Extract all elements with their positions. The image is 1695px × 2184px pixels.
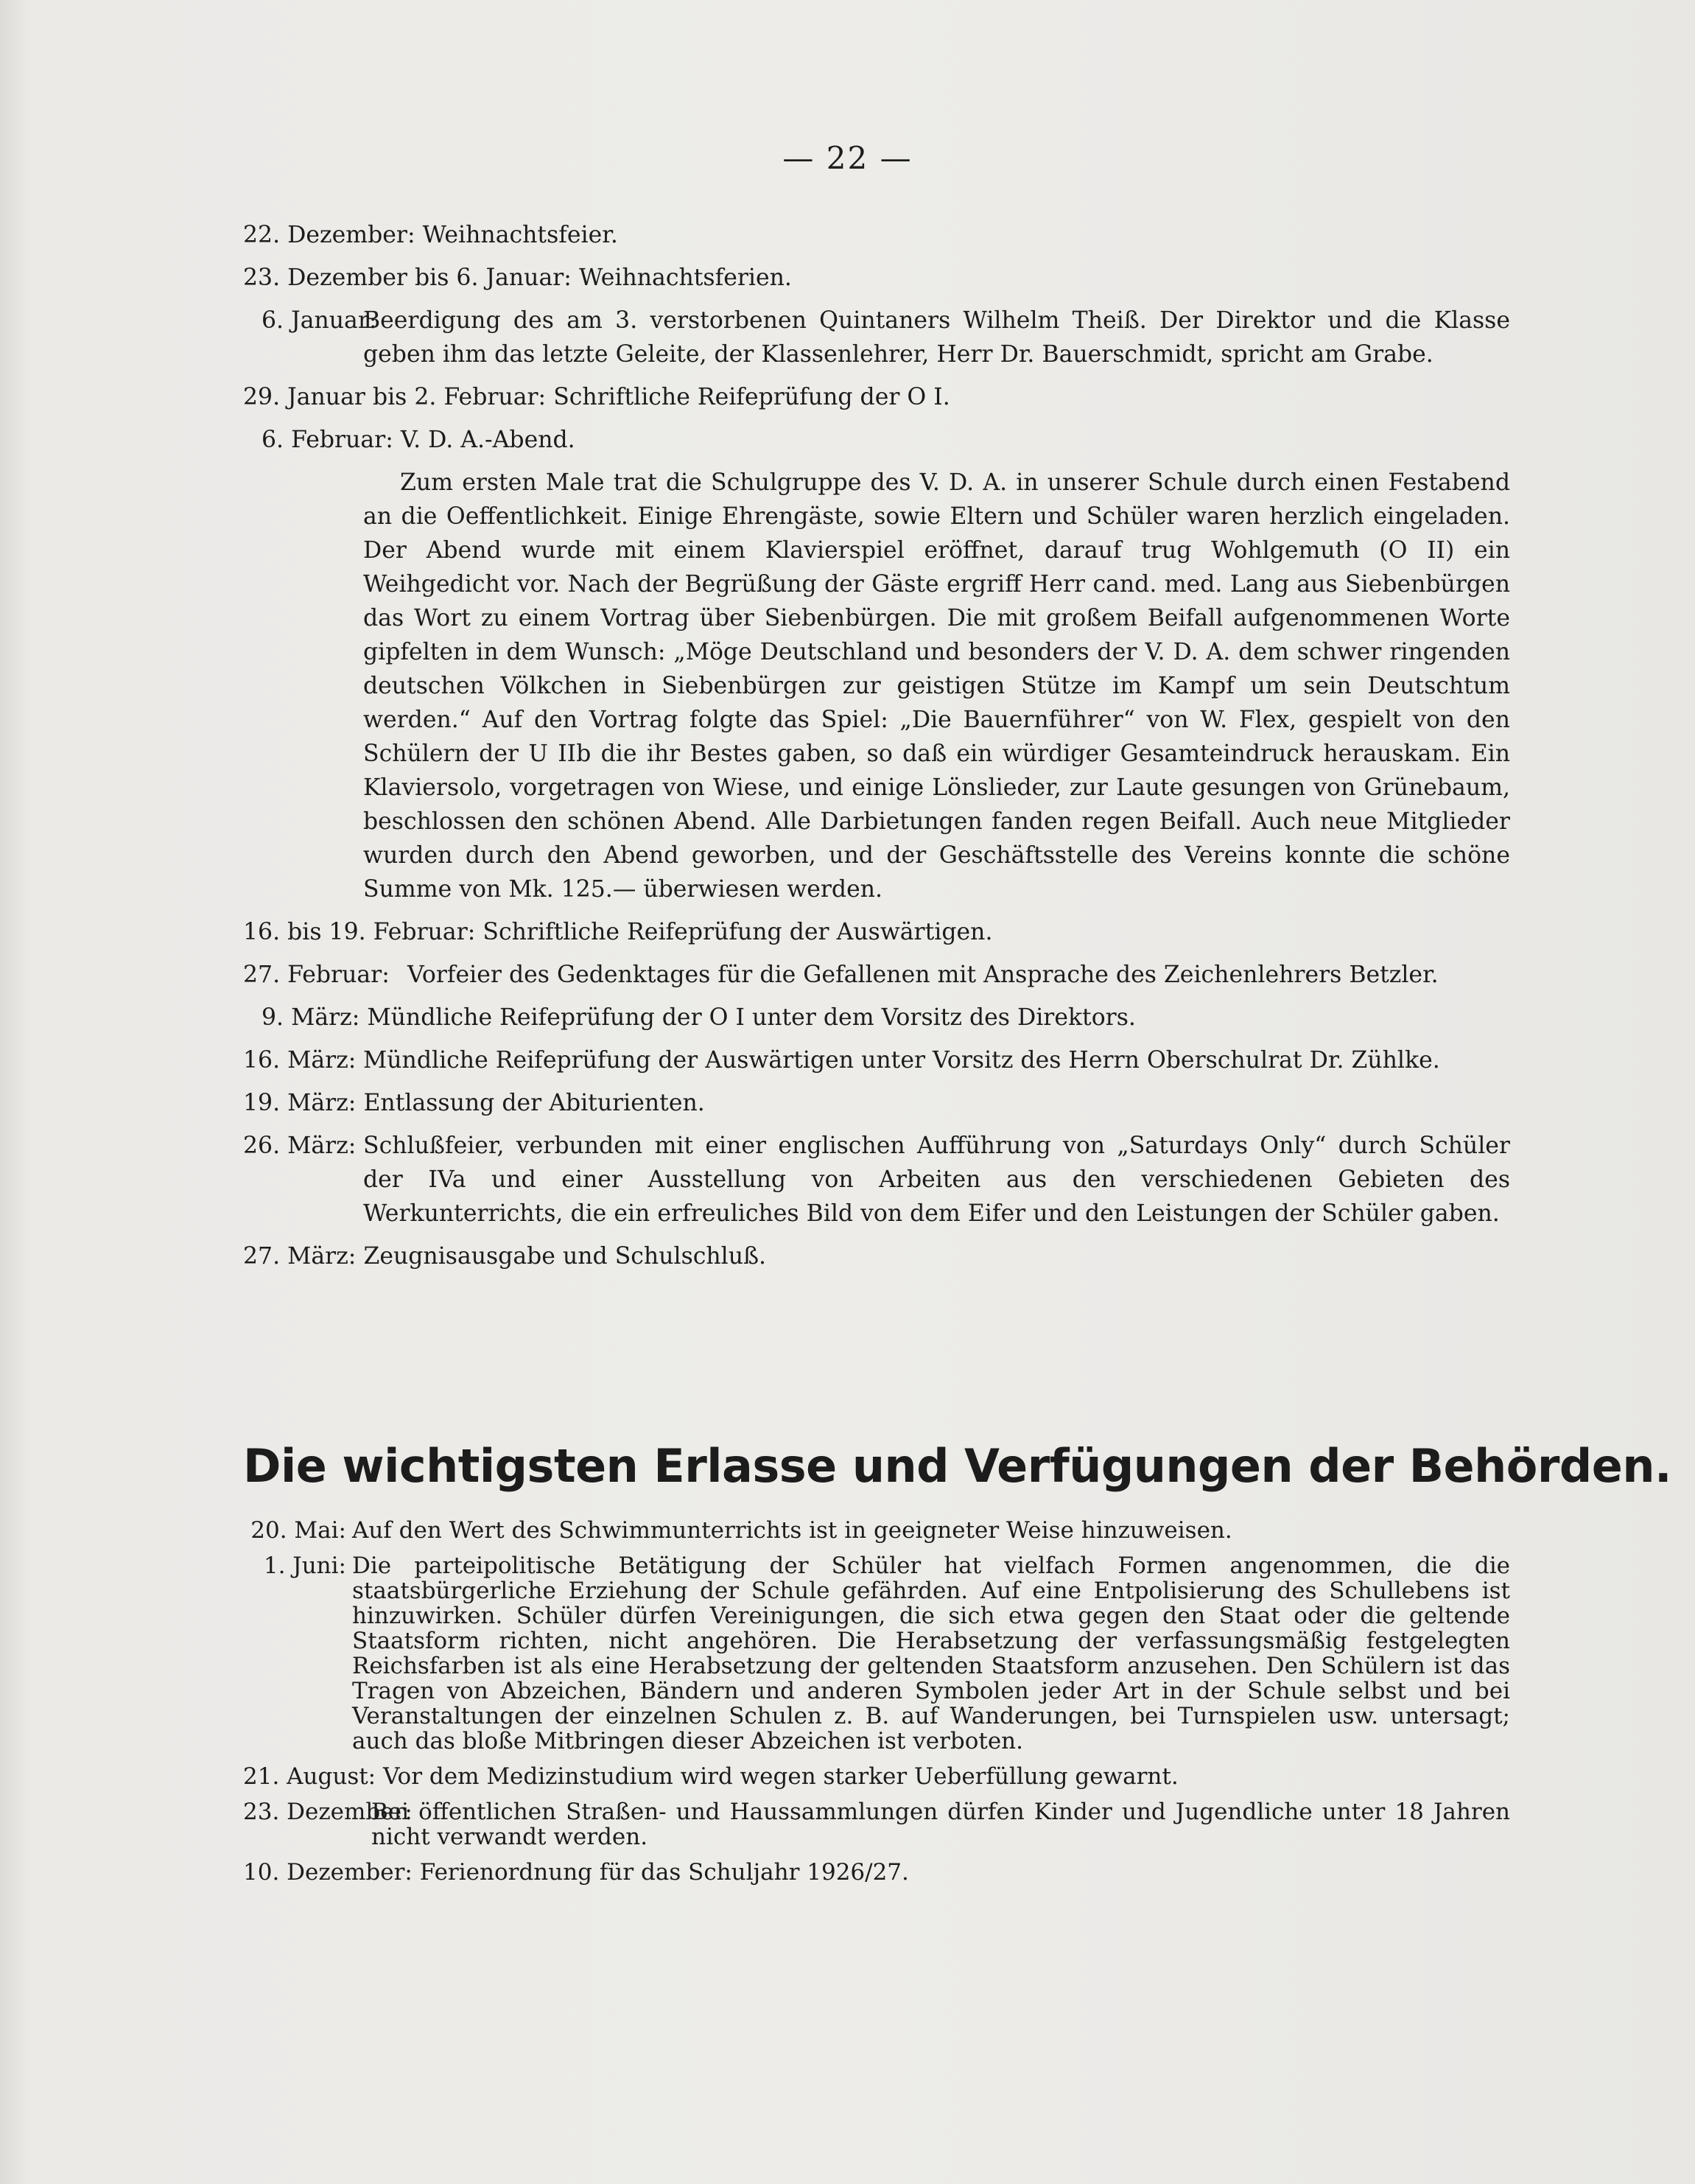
list-item xyxy=(243,1799,1510,1849)
list-item xyxy=(243,1001,1510,1035)
entry-date: 26. März: xyxy=(243,1133,357,1159)
entry-text: Schlußfeier, verbunden mit einer englischen Aufführung von „Saturdays Only“ durch Schüler der IVa und einer Ausstellung von Arbeiten aus den verschiedenen Gebieten des Werkunterrichts, die ein erfreuliches Bild von dem Eifer und den Leistungen der Schüler gaben. xyxy=(363,1133,1510,1227)
list-item xyxy=(243,380,1510,414)
entry-date: 23. Dezember bis 6. Januar: xyxy=(243,265,572,291)
entry-text: Weihnachtsfeier. xyxy=(422,222,618,248)
entry-date: 6. Februar: xyxy=(262,427,393,453)
entry-date: 21. August: xyxy=(243,1763,376,1790)
list-item xyxy=(243,218,1510,252)
list-item xyxy=(243,1860,1510,1885)
entry-date: 6. Januar: xyxy=(262,307,377,334)
list-item xyxy=(243,1129,1510,1231)
entry-date: 22. Dezember: xyxy=(243,222,415,248)
entry-date: 29. Januar bis 2. Februar: xyxy=(243,384,547,410)
entry-date: 9. März: xyxy=(262,1004,360,1031)
entry-text: Ferienordnung für das Schuljahr 1926/27. xyxy=(419,1859,909,1886)
entry-date: 19. März: xyxy=(243,1090,357,1116)
entry-text: Die parteipolitische Betätigung der Schüler hat vielfach Formen angenommen, die die staatsbürgerliche Erziehung der Schule gefährden. Auf eine Entpolisierung des Schullebens ist hinzuwirken. Schüler dürfen Vereinigungen, die sich etwa gegen den Staat oder die geltende Staatsform richten, nicht angehören. Die Herabsetzung der verfassungsmäßig festgelegten Reichsfarben ist als eine Herabsetzung der geltenden Staatsform anzusehen. Den Schülern ist das Tragen von Abzeichen, Bändern und anderen Symbolen jeder Art in der Schule selbst und bei Veranstaltungen der einzelnen Schulen z. B. auf Wanderungen, bei Turnspielen usw. untersagt; auch das bloße Mitbringen dieser Abzeichen ist verboten. xyxy=(352,1553,1510,1754)
page-number: — 22 — xyxy=(782,140,913,176)
entry-text: V. D. A.-Abend. xyxy=(400,427,575,453)
entry-date: 27. März: xyxy=(243,1243,357,1270)
list-item xyxy=(243,1239,1510,1273)
entry-date: 27. Februar: xyxy=(243,962,390,988)
list-item xyxy=(243,423,1510,457)
vda-report-paragraph: Zum ersten Male trat die Schulgruppe des V. D. A. in unserer Schule durch einen Festabend an die Oeffentlichkeit. Einige Ehrengäste, sowie Eltern und Schüler waren herzlich eingeladen. Der Abend wurde mit einem Klavierspiel eröffnet, darauf trug Wohlgemuth (O II) ein Weihgedicht vor. Nach der Begrüßung der Gäste ergriff Herr cand. med. Lang aus Siebenbürgen das Wort zu einem Vortrag über Siebenbürgen. Die mit großem Beifall aufgenommenen Worte gipfelten in dem Wunsch: „Möge Deutschland und besonders der V. D. A. dem schwer ringenden deutschen Völkchen in Siebenbürgen zur geistigen Stütze im Kampf um sein Deutschtum werden.“ Auf den Vortrag folgte das Spiel: „Die Bauernführer“ von W. Flex, gespielt von den Schülern der U IIb die ihr Bestes gaben, so daß ein würdiger Gesamteindruck herauskam. Ein Klaviersolo, vorgetragen von Wiese, und einige Lönslieder, zur Laute gesungen von Grünebaum, beschlossen den schönen Abend. Alle Darbietungen fanden regen Beifall. Auch neue Mitglieder wurden durch den Abend geworben, und der Geschäftsstelle des Vereins konnte die schöne Summe von Mk. 125.— überwiesen werden. xyxy=(363,469,1510,903)
entry-text: Bei öffentlichen Straßen- und Haussammlungen dürfen Kinder und Jugendliche unter 18 Jahren nicht verwandt werden. xyxy=(371,1799,1510,1850)
entry-date: 23. Dezember: xyxy=(243,1799,413,1825)
chronicle-section xyxy=(243,218,1510,1282)
list-item xyxy=(243,1553,1510,1754)
list-item xyxy=(243,1086,1510,1120)
list-item xyxy=(243,1764,1510,1789)
entry-date: 1. Juni: xyxy=(263,1553,346,1579)
entry-text: Weihnachtsferien. xyxy=(578,265,792,291)
list-item xyxy=(243,1043,1510,1077)
entry-text: Beerdigung des am 3. verstorbenen Quintaners Wilhelm Theiß. Der Direktor und die Klasse geben ihm das letzte Geleite, der Klassenlehrer, Herr Dr. Bauerschmidt, spricht am Grabe. xyxy=(363,307,1510,368)
entry-text: Schriftliche Reifeprüfung der O I. xyxy=(553,384,950,410)
entry-text: Schriftliche Reifeprüfung der Auswärtigen. xyxy=(482,919,993,945)
entry-text: Auf den Wert des Schwimmunterrichts ist in geeigneter Weise hinzuweisen. xyxy=(352,1517,1232,1544)
decrees-section xyxy=(243,1518,1510,1895)
entry-text: Entlassung der Abiturienten. xyxy=(363,1090,705,1116)
entry-text: Zeugnisausgabe und Schulschluß. xyxy=(363,1243,767,1270)
entry-date: 20. Mai: xyxy=(250,1517,346,1544)
entry-date: 16. bis 19. Februar: xyxy=(243,919,476,945)
entry-date: 10. Dezember: xyxy=(243,1859,413,1886)
list-item xyxy=(243,1518,1510,1543)
entry-date: 16. März: xyxy=(243,1047,357,1074)
section-heading: Die wichtigsten Erlasse und Verfügungen der Behörden. xyxy=(243,1439,1672,1493)
list-item xyxy=(243,958,1510,992)
entry-text: Vorfeier des Gedenktages für die Gefallenen mit Ansprache des Zeichenlehrers Betzler. xyxy=(407,962,1439,988)
entry-text: Mündliche Reifeprüfung der Auswärtigen unter Vorsitz des Herrn Oberschulrat Dr. Zühlke. xyxy=(363,1047,1440,1074)
entry-text: Vor dem Medizinstudium wird wegen starker Ueberfüllung gewarnt. xyxy=(383,1763,1179,1790)
entry-text: Mündliche Reifeprüfung der O I unter dem Vorsitz des Direktors. xyxy=(367,1004,1136,1031)
list-item xyxy=(243,915,1510,949)
list-item xyxy=(243,261,1510,295)
list-item xyxy=(243,304,1510,371)
